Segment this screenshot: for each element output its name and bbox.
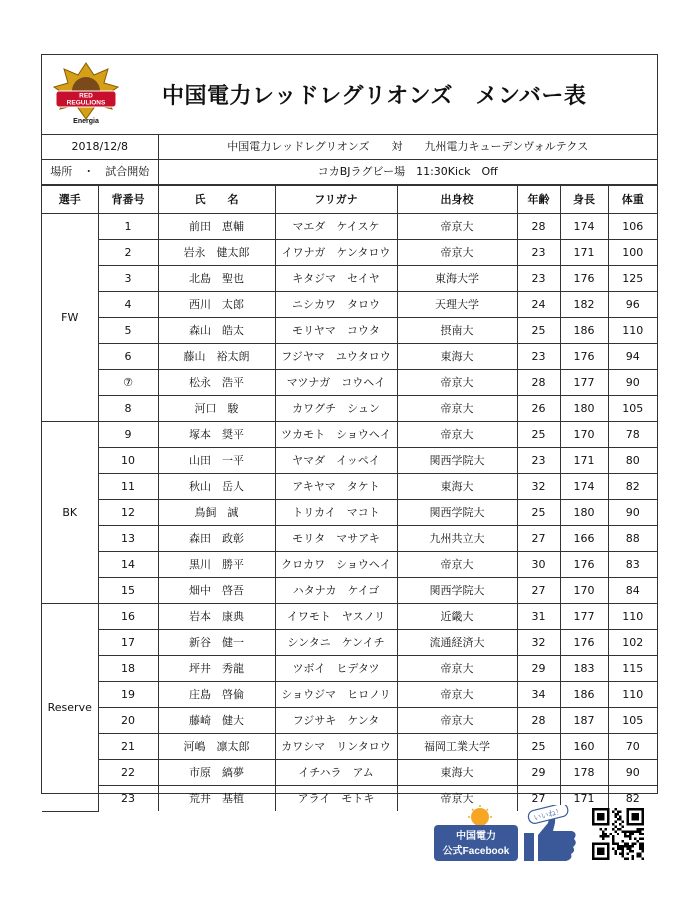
player-name: 市原 縞夢 [158, 760, 275, 786]
player-name: 秋山 岳人 [158, 474, 275, 500]
player-name: 坪井 秀龍 [158, 656, 275, 682]
position-group-fw: FW [42, 214, 98, 422]
facebook-line2: 公式Facebook [442, 846, 510, 857]
table-row [42, 396, 657, 422]
player-name: 北島 聖也 [158, 266, 275, 292]
player-kana: ショウジマ ヒロノリ [275, 682, 397, 708]
player-name: 岩永 健太郎 [158, 240, 275, 266]
player-kana: イワモト ヤスノリ [275, 604, 397, 630]
player-name: 森山 皓太 [158, 318, 275, 344]
table-row [42, 500, 657, 526]
player-number: 5 [98, 318, 158, 344]
table-row [42, 760, 657, 786]
player-age: 25 [517, 422, 560, 448]
player-kana: フジサキ ケンタ [275, 708, 397, 734]
player-height: 180 [560, 396, 608, 422]
player-weight: 110 [608, 682, 657, 708]
like-text: いいね！ [532, 806, 565, 823]
sun-icon [471, 808, 489, 826]
player-kana: フジヤマ ユウタロウ [275, 344, 397, 370]
table-row [42, 578, 657, 604]
player-number: 9 [98, 422, 158, 448]
player-kana: ツカモト ショウヘイ [275, 422, 397, 448]
player-name: 前田 恵輔 [158, 214, 275, 240]
player-height: 182 [560, 292, 608, 318]
player-school: 東海大学 [397, 266, 517, 292]
player-number: 1 [98, 214, 158, 240]
player-number: 2 [98, 240, 158, 266]
player-number: 22 [98, 760, 158, 786]
player-height: 177 [560, 370, 608, 396]
player-height: 186 [560, 318, 608, 344]
svg-text:REGULIONS: REGULIONS [66, 99, 106, 107]
player-name: 黒川 勝平 [158, 552, 275, 578]
player-age: 29 [517, 656, 560, 682]
col-position: 選手 [42, 186, 98, 214]
table-row [42, 240, 657, 266]
player-school: 東海大 [397, 474, 517, 500]
player-height: 171 [560, 240, 608, 266]
player-height: 183 [560, 656, 608, 682]
player-age: 30 [517, 552, 560, 578]
player-name: 河嶋 凛太郎 [158, 734, 275, 760]
player-name: 荒井 基植 [158, 786, 275, 812]
player-age: 27 [517, 786, 560, 812]
table-row [42, 370, 657, 396]
facebook-banner[interactable] [432, 805, 582, 863]
player-kana: ツボイ ヒデタツ [275, 656, 397, 682]
player-height: 176 [560, 344, 608, 370]
player-kana: モリヤマ コウタ [275, 318, 397, 344]
player-weight: 88 [608, 526, 657, 552]
player-age: 25 [517, 500, 560, 526]
player-height: 170 [560, 578, 608, 604]
player-name: 藤山 裕太朗 [158, 344, 275, 370]
player-kana: マエダ ケイスケ [275, 214, 397, 240]
player-number: 21 [98, 734, 158, 760]
page-title: 中国電力レッドレグリオンズ メンバー表 [162, 84, 587, 109]
player-height: 174 [560, 214, 608, 240]
team-logo [50, 61, 122, 127]
player-number: 20 [98, 708, 158, 734]
player-name: 畑中 啓吾 [158, 578, 275, 604]
player-height: 178 [560, 760, 608, 786]
player-weight: 70 [608, 734, 657, 760]
player-school: 関西学院大 [397, 500, 517, 526]
table-row [42, 448, 657, 474]
logo-sub: Energia [73, 118, 99, 125]
player-age: 24 [517, 292, 560, 318]
player-name: 西川 太郎 [158, 292, 275, 318]
player-school: 帝京大 [397, 682, 517, 708]
player-school: 帝京大 [397, 396, 517, 422]
position-group-bk: BK [42, 422, 98, 604]
player-weight: 82 [608, 474, 657, 500]
table-row [42, 682, 657, 708]
col-school: 出身校 [397, 186, 517, 214]
player-school: 帝京大 [397, 708, 517, 734]
player-age: 31 [517, 604, 560, 630]
player-weight: 83 [608, 552, 657, 578]
player-age: 34 [517, 682, 560, 708]
player-age: 23 [517, 448, 560, 474]
player-height: 171 [560, 786, 608, 812]
player-weight: 100 [608, 240, 657, 266]
svg-text:RED: RED [79, 92, 93, 100]
table-row [42, 552, 657, 578]
player-number: 13 [98, 526, 158, 552]
player-height: 186 [560, 682, 608, 708]
player-number: 16 [98, 604, 158, 630]
table-row [42, 630, 657, 656]
player-number: 17 [98, 630, 158, 656]
player-school: 流通経済大 [397, 630, 517, 656]
player-school: 摂南大 [397, 318, 517, 344]
venue: コカBJラグビー場 11:30Kick Off [158, 160, 657, 185]
player-weight: 80 [608, 448, 657, 474]
match-date: 2018/12/8 [42, 135, 158, 160]
player-weight: 78 [608, 422, 657, 448]
player-number: 14 [98, 552, 158, 578]
roster-header-row [42, 186, 657, 214]
table-row [42, 708, 657, 734]
qr-code[interactable] [592, 808, 644, 860]
member-sheet [41, 54, 658, 805]
player-age: 32 [517, 630, 560, 656]
player-number: 6 [98, 344, 158, 370]
player-height: 174 [560, 474, 608, 500]
player-age: 28 [517, 708, 560, 734]
player-height: 170 [560, 422, 608, 448]
player-weight: 90 [608, 370, 657, 396]
player-weight: 110 [608, 318, 657, 344]
player-kana: イチハラ アム [275, 760, 397, 786]
player-weight: 105 [608, 396, 657, 422]
player-kana: カワシマ リンタロウ [275, 734, 397, 760]
player-number: 11 [98, 474, 158, 500]
player-school: 帝京大 [397, 656, 517, 682]
player-name: 塚本 奨平 [158, 422, 275, 448]
player-number: 10 [98, 448, 158, 474]
player-kana: クロカワ ショウヘイ [275, 552, 397, 578]
player-school: 関西学院大 [397, 448, 517, 474]
player-age: 23 [517, 266, 560, 292]
player-weight: 115 [608, 656, 657, 682]
player-height: 180 [560, 500, 608, 526]
col-age: 年齢 [517, 186, 560, 214]
player-age: 27 [517, 578, 560, 604]
position-group-reserve: Reserve [42, 604, 98, 812]
player-kana: キタジマ セイヤ [275, 266, 397, 292]
player-age: 29 [517, 760, 560, 786]
player-number: 18 [98, 656, 158, 682]
table-row [42, 734, 657, 760]
player-kana: ハタナカ ケイゴ [275, 578, 397, 604]
player-weight: 125 [608, 266, 657, 292]
player-kana: アライ モトキ [275, 786, 397, 812]
matchup: 中国電力レッドレグリオンズ 対 九州電力キューデンヴォルテクス [158, 135, 657, 160]
col-height: 身長 [560, 186, 608, 214]
table-row [42, 422, 657, 448]
player-height: 166 [560, 526, 608, 552]
player-age: 25 [517, 734, 560, 760]
player-name: 庄島 啓倫 [158, 682, 275, 708]
sheet-header [42, 55, 657, 135]
player-name: 岩本 康典 [158, 604, 275, 630]
player-school: 東海大 [397, 760, 517, 786]
col-name: 氏 名 [158, 186, 275, 214]
player-school: 福岡工業大学 [397, 734, 517, 760]
player-height: 171 [560, 448, 608, 474]
player-number: 3 [98, 266, 158, 292]
player-height: 176 [560, 266, 608, 292]
player-kana: シンタニ ケンイチ [275, 630, 397, 656]
player-school: 天理大学 [397, 292, 517, 318]
player-number: 12 [98, 500, 158, 526]
roster-table [42, 185, 657, 812]
player-school: 帝京大 [397, 422, 517, 448]
player-number: 15 [98, 578, 158, 604]
player-weight: 105 [608, 708, 657, 734]
player-age: 23 [517, 344, 560, 370]
col-kana: フリガナ [275, 186, 397, 214]
player-name: 鳥飼 誠 [158, 500, 275, 526]
player-number: 8 [98, 396, 158, 422]
player-school: 帝京大 [397, 786, 517, 812]
player-height: 187 [560, 708, 608, 734]
player-number: 4 [98, 292, 158, 318]
player-kana: ニシカワ タロウ [275, 292, 397, 318]
player-weight: 110 [608, 604, 657, 630]
player-school: 帝京大 [397, 240, 517, 266]
table-row [42, 214, 657, 240]
player-height: 160 [560, 734, 608, 760]
player-age: 27 [517, 526, 560, 552]
col-weight: 体重 [608, 186, 657, 214]
player-kana: トリカイ マコト [275, 500, 397, 526]
player-name: 藤崎 健大 [158, 708, 275, 734]
table-row [42, 318, 657, 344]
player-school: 帝京大 [397, 370, 517, 396]
player-height: 176 [560, 552, 608, 578]
player-height: 177 [560, 604, 608, 630]
player-name: 松永 浩平 [158, 370, 275, 396]
player-age: 28 [517, 370, 560, 396]
player-kana: マツナガ コウヘイ [275, 370, 397, 396]
table-row [42, 474, 657, 500]
player-kana: ヤマダ イッペイ [275, 448, 397, 474]
col-number: 背番号 [98, 186, 158, 214]
player-height: 176 [560, 630, 608, 656]
player-weight: 90 [608, 500, 657, 526]
player-name: 森田 政彰 [158, 526, 275, 552]
player-school: 東海大 [397, 344, 517, 370]
player-age: 25 [517, 318, 560, 344]
player-name: 河口 駿 [158, 396, 275, 422]
player-age: 26 [517, 396, 560, 422]
player-school: 九州共立大 [397, 526, 517, 552]
table-row [42, 656, 657, 682]
venue-label: 場所 ・ 試合開始 [42, 160, 158, 185]
player-weight: 84 [608, 578, 657, 604]
player-number: 19 [98, 682, 158, 708]
player-name: 新谷 健一 [158, 630, 275, 656]
player-weight: 96 [608, 292, 657, 318]
facebook-line1: 中国電力 [456, 831, 496, 842]
player-weight: 106 [608, 214, 657, 240]
player-school: 帝京大 [397, 552, 517, 578]
player-weight: 82 [608, 786, 657, 812]
table-row [42, 604, 657, 630]
player-kana: カワグチ シュン [275, 396, 397, 422]
table-row [42, 344, 657, 370]
table-row [42, 526, 657, 552]
player-kana: モリタ マサアキ [275, 526, 397, 552]
player-age: 23 [517, 240, 560, 266]
player-name: 山田 一平 [158, 448, 275, 474]
player-kana: アキヤマ タケト [275, 474, 397, 500]
player-weight: 102 [608, 630, 657, 656]
player-school: 近畿大 [397, 604, 517, 630]
player-age: 28 [517, 214, 560, 240]
player-school: 関西学院大 [397, 578, 517, 604]
player-weight: 90 [608, 760, 657, 786]
player-weight: 94 [608, 344, 657, 370]
player-age: 32 [517, 474, 560, 500]
match-info-table [42, 135, 657, 185]
player-kana: イワナガ ケンタロウ [275, 240, 397, 266]
player-number: 23 [98, 786, 158, 812]
player-number: ⑦ [98, 370, 158, 396]
table-row [42, 292, 657, 318]
table-row [42, 266, 657, 292]
player-school: 帝京大 [397, 214, 517, 240]
